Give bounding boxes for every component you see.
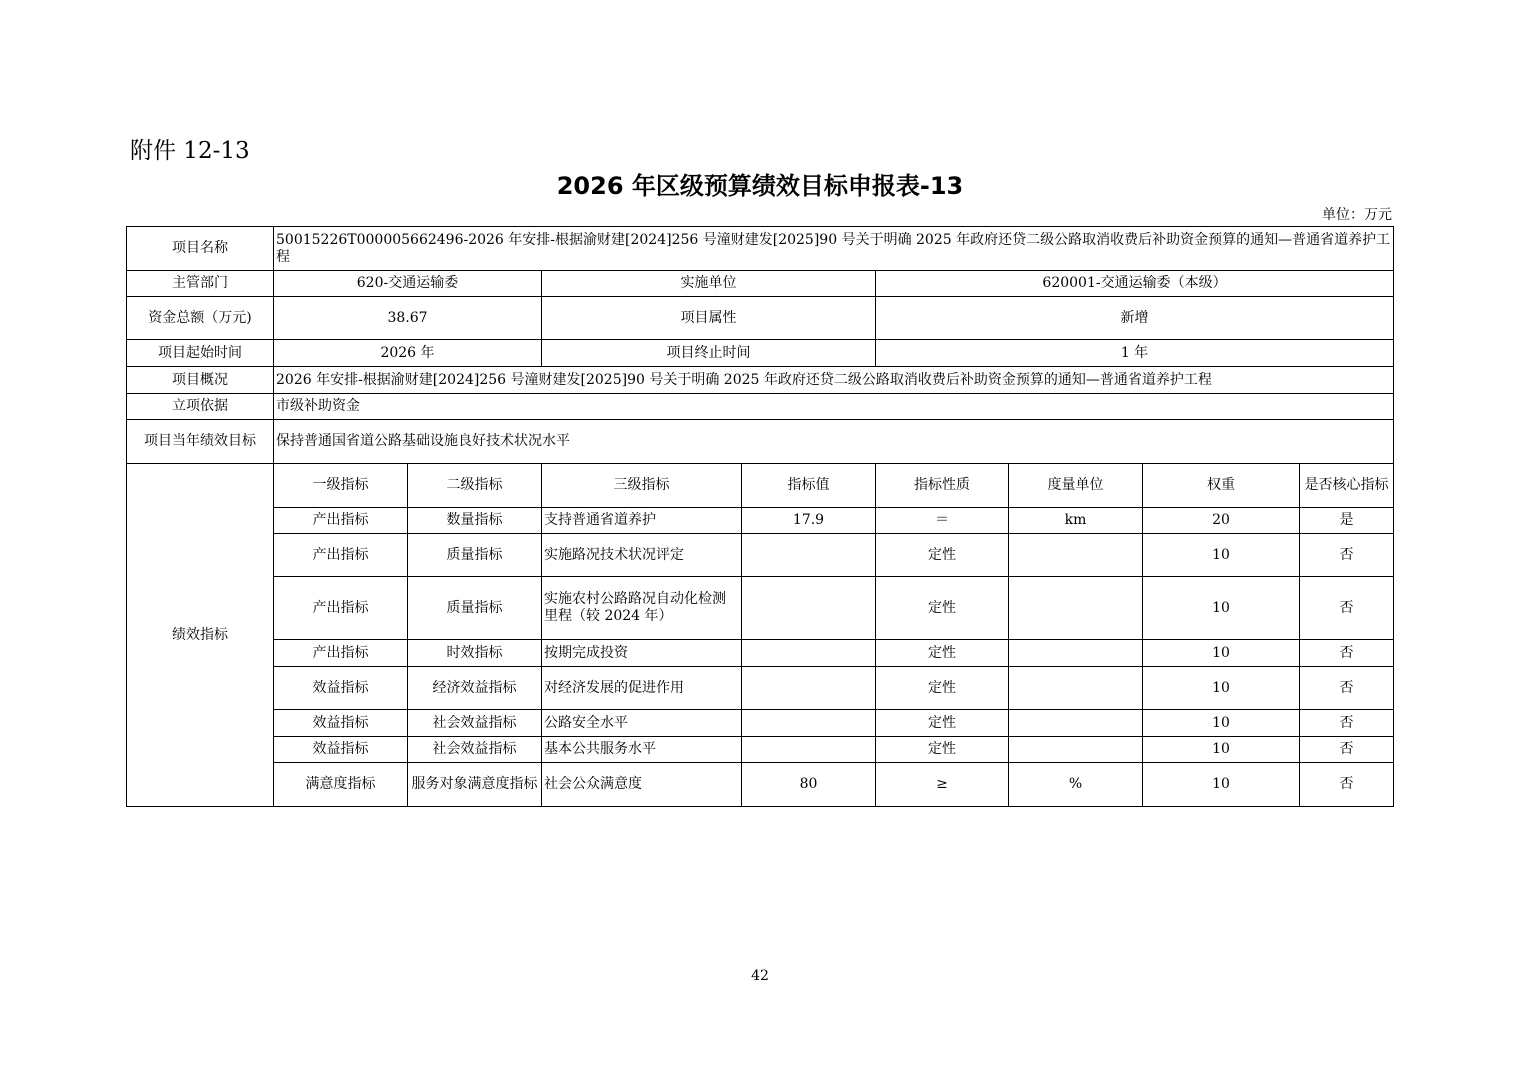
level3-cell: 公路安全水平 (542, 710, 742, 737)
value-cell (742, 710, 876, 737)
level2-cell: 数量指标 (408, 508, 542, 534)
weight-cell: 20 (1143, 508, 1300, 534)
level2-cell: 社会效益指标 (408, 737, 542, 763)
level1-cell: 产出指标 (274, 508, 408, 534)
level1-cell: 效益指标 (274, 710, 408, 737)
header-level1: 一级指标 (274, 464, 408, 508)
level2-cell: 质量指标 (408, 577, 542, 640)
impl-value: 620001-交通运输委（本级） (876, 271, 1394, 297)
impl-label: 实施单位 (542, 271, 876, 297)
attachment-label: 附件 12-13 (130, 138, 250, 164)
header-unit: 度量单位 (1009, 464, 1143, 508)
unit-cell (1009, 534, 1143, 577)
dept-label: 主管部门 (127, 271, 274, 297)
budget-table (126, 226, 1394, 807)
project-name-value: 50015226T000005662496-2026 年安排-根据渝财建[2024]256 号潼财建发[2025]90 号关于明确 2025 年政府还贷二级公路取消收费后补助资金预算的通知—普通省道养护工程 (274, 227, 1394, 271)
overview-label: 项目概况 (127, 367, 274, 394)
value-cell (742, 737, 876, 763)
header-value: 指标值 (742, 464, 876, 508)
start-value: 2026 年 (274, 340, 542, 367)
header-level3: 三级指标 (542, 464, 742, 508)
table-row (127, 534, 1394, 577)
level3-cell: 按期完成投资 (542, 640, 742, 667)
core-cell: 否 (1300, 710, 1394, 737)
level3-cell: 实施路况技术状况评定 (542, 534, 742, 577)
table-row (127, 640, 1394, 667)
table-row (127, 710, 1394, 737)
unit-cell: km (1009, 508, 1143, 534)
level2-cell: 经济效益指标 (408, 667, 542, 710)
value-cell (742, 534, 876, 577)
nature-cell: 定性 (876, 667, 1009, 710)
weight-cell: 10 (1143, 737, 1300, 763)
table-row (127, 577, 1394, 640)
unit-cell (1009, 577, 1143, 640)
unit-cell (1009, 710, 1143, 737)
core-cell: 否 (1300, 667, 1394, 710)
level2-cell: 时效指标 (408, 640, 542, 667)
nature-cell: 定性 (876, 710, 1009, 737)
unit-label: 单位：万元 (1322, 207, 1392, 223)
header-weight: 权重 (1143, 464, 1300, 508)
end-value: 1 年 (876, 340, 1394, 367)
attr-value: 新增 (876, 297, 1394, 340)
value-cell (742, 577, 876, 640)
table-row (127, 737, 1394, 763)
perf-label: 绩效指标 (127, 464, 274, 807)
nature-cell: 定性 (876, 737, 1009, 763)
weight-cell: 10 (1143, 534, 1300, 577)
page-title: 2026 年区级预算绩效目标申报表-13 (556, 172, 964, 200)
level3-cell: 对经济发展的促进作用 (542, 667, 742, 710)
header-level2: 二级指标 (408, 464, 542, 508)
level2-cell: 服务对象满意度指标 (408, 763, 542, 807)
table-row (127, 508, 1394, 534)
nature-cell: ≥ (876, 763, 1009, 807)
table-row (127, 667, 1394, 710)
start-label: 项目起始时间 (127, 340, 274, 367)
value-cell: 80 (742, 763, 876, 807)
core-cell: 否 (1300, 534, 1394, 577)
level1-cell: 产出指标 (274, 640, 408, 667)
weight-cell: 10 (1143, 763, 1300, 807)
level3-cell: 支持普通省道养护 (542, 508, 742, 534)
overview-value: 2026 年安排-根据渝财建[2024]256 号潼财建发[2025]90 号关于明确 2025 年政府还贷二级公路取消收费后补助资金预算的通知—普通省道养护工程 (274, 367, 1394, 394)
weight-cell: 10 (1143, 577, 1300, 640)
value-cell (742, 640, 876, 667)
unit-cell (1009, 640, 1143, 667)
attr-label: 项目属性 (542, 297, 876, 340)
unit-cell (1009, 737, 1143, 763)
funds-value: 38.67 (274, 297, 542, 340)
weight-cell: 10 (1143, 667, 1300, 710)
level1-cell: 效益指标 (274, 667, 408, 710)
level1-cell: 产出指标 (274, 534, 408, 577)
unit-cell: % (1009, 763, 1143, 807)
core-cell: 否 (1300, 640, 1394, 667)
core-cell: 否 (1300, 763, 1394, 807)
nature-cell: 定性 (876, 534, 1009, 577)
weight-cell: 10 (1143, 710, 1300, 737)
core-cell: 否 (1300, 737, 1394, 763)
level1-cell: 产出指标 (274, 577, 408, 640)
value-cell: 17.9 (742, 508, 876, 534)
end-label: 项目终止时间 (542, 340, 876, 367)
level1-cell: 满意度指标 (274, 763, 408, 807)
nature-cell: 定性 (876, 640, 1009, 667)
project-name-label: 项目名称 (127, 227, 274, 271)
level2-cell: 社会效益指标 (408, 710, 542, 737)
goal-value: 保持普通国省道公路基础设施良好技术状况水平 (274, 420, 1394, 464)
level3-cell: 社会公众满意度 (542, 763, 742, 807)
core-cell: 是 (1300, 508, 1394, 534)
value-cell (742, 667, 876, 710)
level2-cell: 质量指标 (408, 534, 542, 577)
basis-value: 市级补助资金 (274, 394, 1394, 420)
table-row (127, 763, 1394, 807)
basis-label: 立项依据 (127, 394, 274, 420)
nature-cell: ＝ (876, 508, 1009, 534)
page-number: 42 (751, 968, 769, 984)
weight-cell: 10 (1143, 640, 1300, 667)
core-cell: 否 (1300, 577, 1394, 640)
level3-cell: 基本公共服务水平 (542, 737, 742, 763)
nature-cell: 定性 (876, 577, 1009, 640)
level1-cell: 效益指标 (274, 737, 408, 763)
header-nature: 指标性质 (876, 464, 1009, 508)
level3-cell: 实施农村公路路况自动化检测里程（较 2024 年） (542, 577, 742, 640)
header-core: 是否核心指标 (1300, 464, 1394, 508)
dept-value: 620-交通运输委 (274, 271, 542, 297)
funds-label: 资金总额（万元) (127, 297, 274, 340)
unit-cell (1009, 667, 1143, 710)
goal-label: 项目当年绩效目标 (127, 420, 274, 464)
